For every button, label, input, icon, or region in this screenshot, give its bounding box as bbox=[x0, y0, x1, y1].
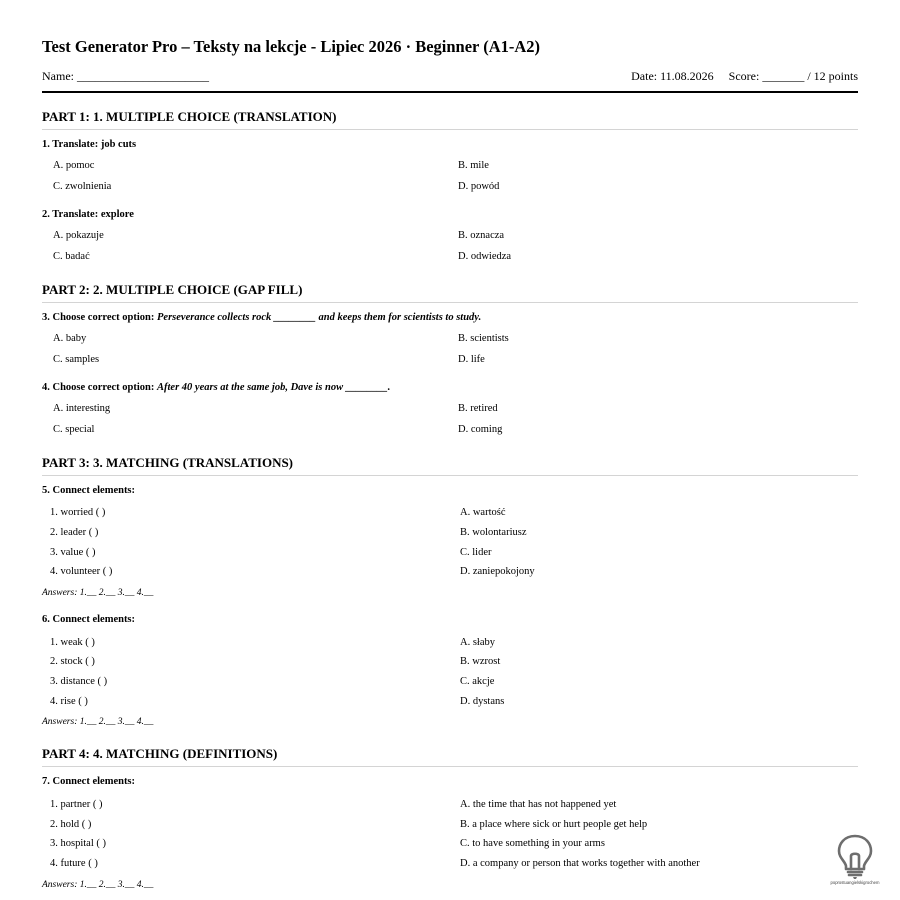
q7-left-item: 4. future ( ) bbox=[50, 858, 98, 869]
q2-option-a: A. pokazuje bbox=[53, 230, 104, 241]
question-1: 1. Translate: job cuts bbox=[42, 139, 137, 150]
q6-left-item: 2. stock ( ) bbox=[50, 656, 95, 667]
q1-option-b: B. mile bbox=[458, 160, 489, 171]
question-4-stem: After 40 years at the same job, Dave is now ________. bbox=[157, 382, 391, 393]
q2-option-d: D. odwiedza bbox=[458, 251, 512, 262]
q6-right-item: A. słaby bbox=[460, 637, 495, 648]
q6-answers: Answers: 1.__ 2.__ 3.__ 4.__ bbox=[42, 717, 154, 727]
q6-right-item: D. dystans bbox=[460, 696, 505, 707]
q4-option-b: B. retired bbox=[458, 403, 498, 414]
q6-left-item: 4. rise ( ) bbox=[50, 696, 88, 707]
page-title: Test Generator Pro – Teksty na lekcje - Lipiec 2026 · Beginner (A1-A2) bbox=[42, 37, 541, 56]
q7-left-item: 1. partner ( ) bbox=[50, 799, 103, 810]
question-2: 2. Translate: explore bbox=[42, 209, 134, 220]
q6-left-item: 1. weak ( ) bbox=[50, 637, 95, 648]
question-4-prefix: 4. Choose correct option: bbox=[42, 382, 155, 393]
part4-heading: PART 4: 4. MATCHING (DEFINITIONS) bbox=[42, 746, 858, 767]
q7-left-item: 3. hospital ( ) bbox=[50, 838, 106, 849]
q3-option-c: C. samples bbox=[53, 354, 100, 365]
name-field: Name: ______________________ bbox=[42, 69, 209, 83]
q3-option-b: B. scientists bbox=[458, 333, 509, 344]
question-5: 5. Connect elements: bbox=[42, 485, 136, 496]
q7-left-item: 2. hold ( ) bbox=[50, 819, 92, 830]
q7-right-item: C. to have something in your arms bbox=[460, 838, 605, 849]
q2-option-c: C. badać bbox=[53, 251, 90, 262]
q4-option-d: D. coming bbox=[458, 424, 503, 435]
q2-option-b: B. oznacza bbox=[458, 230, 505, 241]
q5-left-item: 3. value ( ) bbox=[50, 547, 96, 558]
q7-right-item: B. a place where sick or hurt people get help bbox=[460, 819, 648, 830]
q5-right-item: C. lider bbox=[460, 547, 492, 558]
info-line bbox=[42, 69, 858, 85]
question-4 bbox=[42, 382, 858, 393]
header-divider bbox=[42, 91, 858, 93]
date-label: Date: 11.08.2026 bbox=[631, 69, 714, 83]
question-7: 7. Connect elements: bbox=[42, 776, 136, 787]
q6-left-item: 3. distance ( ) bbox=[50, 676, 108, 687]
date-score bbox=[631, 69, 858, 84]
q5-left-item: 4. volunteer ( ) bbox=[50, 566, 113, 577]
question-3 bbox=[42, 312, 858, 323]
score-label: Score: _______ / 12 points bbox=[728, 69, 858, 83]
q7-right-item: A. the time that has not happened yet bbox=[460, 799, 617, 810]
part3-heading: PART 3: 3. MATCHING (TRANSLATIONS) bbox=[42, 455, 858, 476]
q6-right-item: C. akcje bbox=[460, 676, 495, 687]
question-6: 6. Connect elements: bbox=[42, 614, 136, 625]
logo-text: poprostuangielskigrochem bbox=[830, 880, 880, 885]
lightbulb-logo-icon bbox=[826, 831, 884, 885]
question-3-stem: Perseverance collects rock ________ and keeps them for scientists to study. bbox=[157, 312, 482, 323]
q6-right-item: B. wzrost bbox=[460, 656, 501, 667]
question-3-prefix: 3. Choose correct option: bbox=[42, 312, 155, 323]
part2-heading: PART 2: 2. MULTIPLE CHOICE (GAP FILL) bbox=[42, 282, 858, 303]
q5-right-item: B. wolontariusz bbox=[460, 527, 527, 538]
q3-option-a: A. baby bbox=[53, 333, 87, 344]
q1-option-a: A. pomoc bbox=[53, 160, 95, 171]
q5-left-item: 2. leader ( ) bbox=[50, 527, 99, 538]
q4-option-c: C. special bbox=[53, 424, 95, 435]
q5-left-item: 1. worried ( ) bbox=[50, 507, 106, 518]
q5-answers: Answers: 1.__ 2.__ 3.__ 4.__ bbox=[42, 588, 154, 598]
q7-right-item: D. a company or person that works together with another bbox=[460, 858, 700, 869]
part1-heading: PART 1: 1. MULTIPLE CHOICE (TRANSLATION) bbox=[42, 109, 858, 130]
q7-answers: Answers: 1.__ 2.__ 3.__ 4.__ bbox=[42, 880, 154, 890]
q5-right-item: A. wartość bbox=[460, 507, 506, 518]
q3-option-d: D. life bbox=[458, 354, 485, 365]
q5-right-item: D. zaniepokojony bbox=[460, 566, 535, 577]
q4-option-a: A. interesting bbox=[53, 403, 111, 414]
q1-option-c: C. zwolnienia bbox=[53, 181, 112, 192]
q1-option-d: D. powód bbox=[458, 181, 500, 192]
